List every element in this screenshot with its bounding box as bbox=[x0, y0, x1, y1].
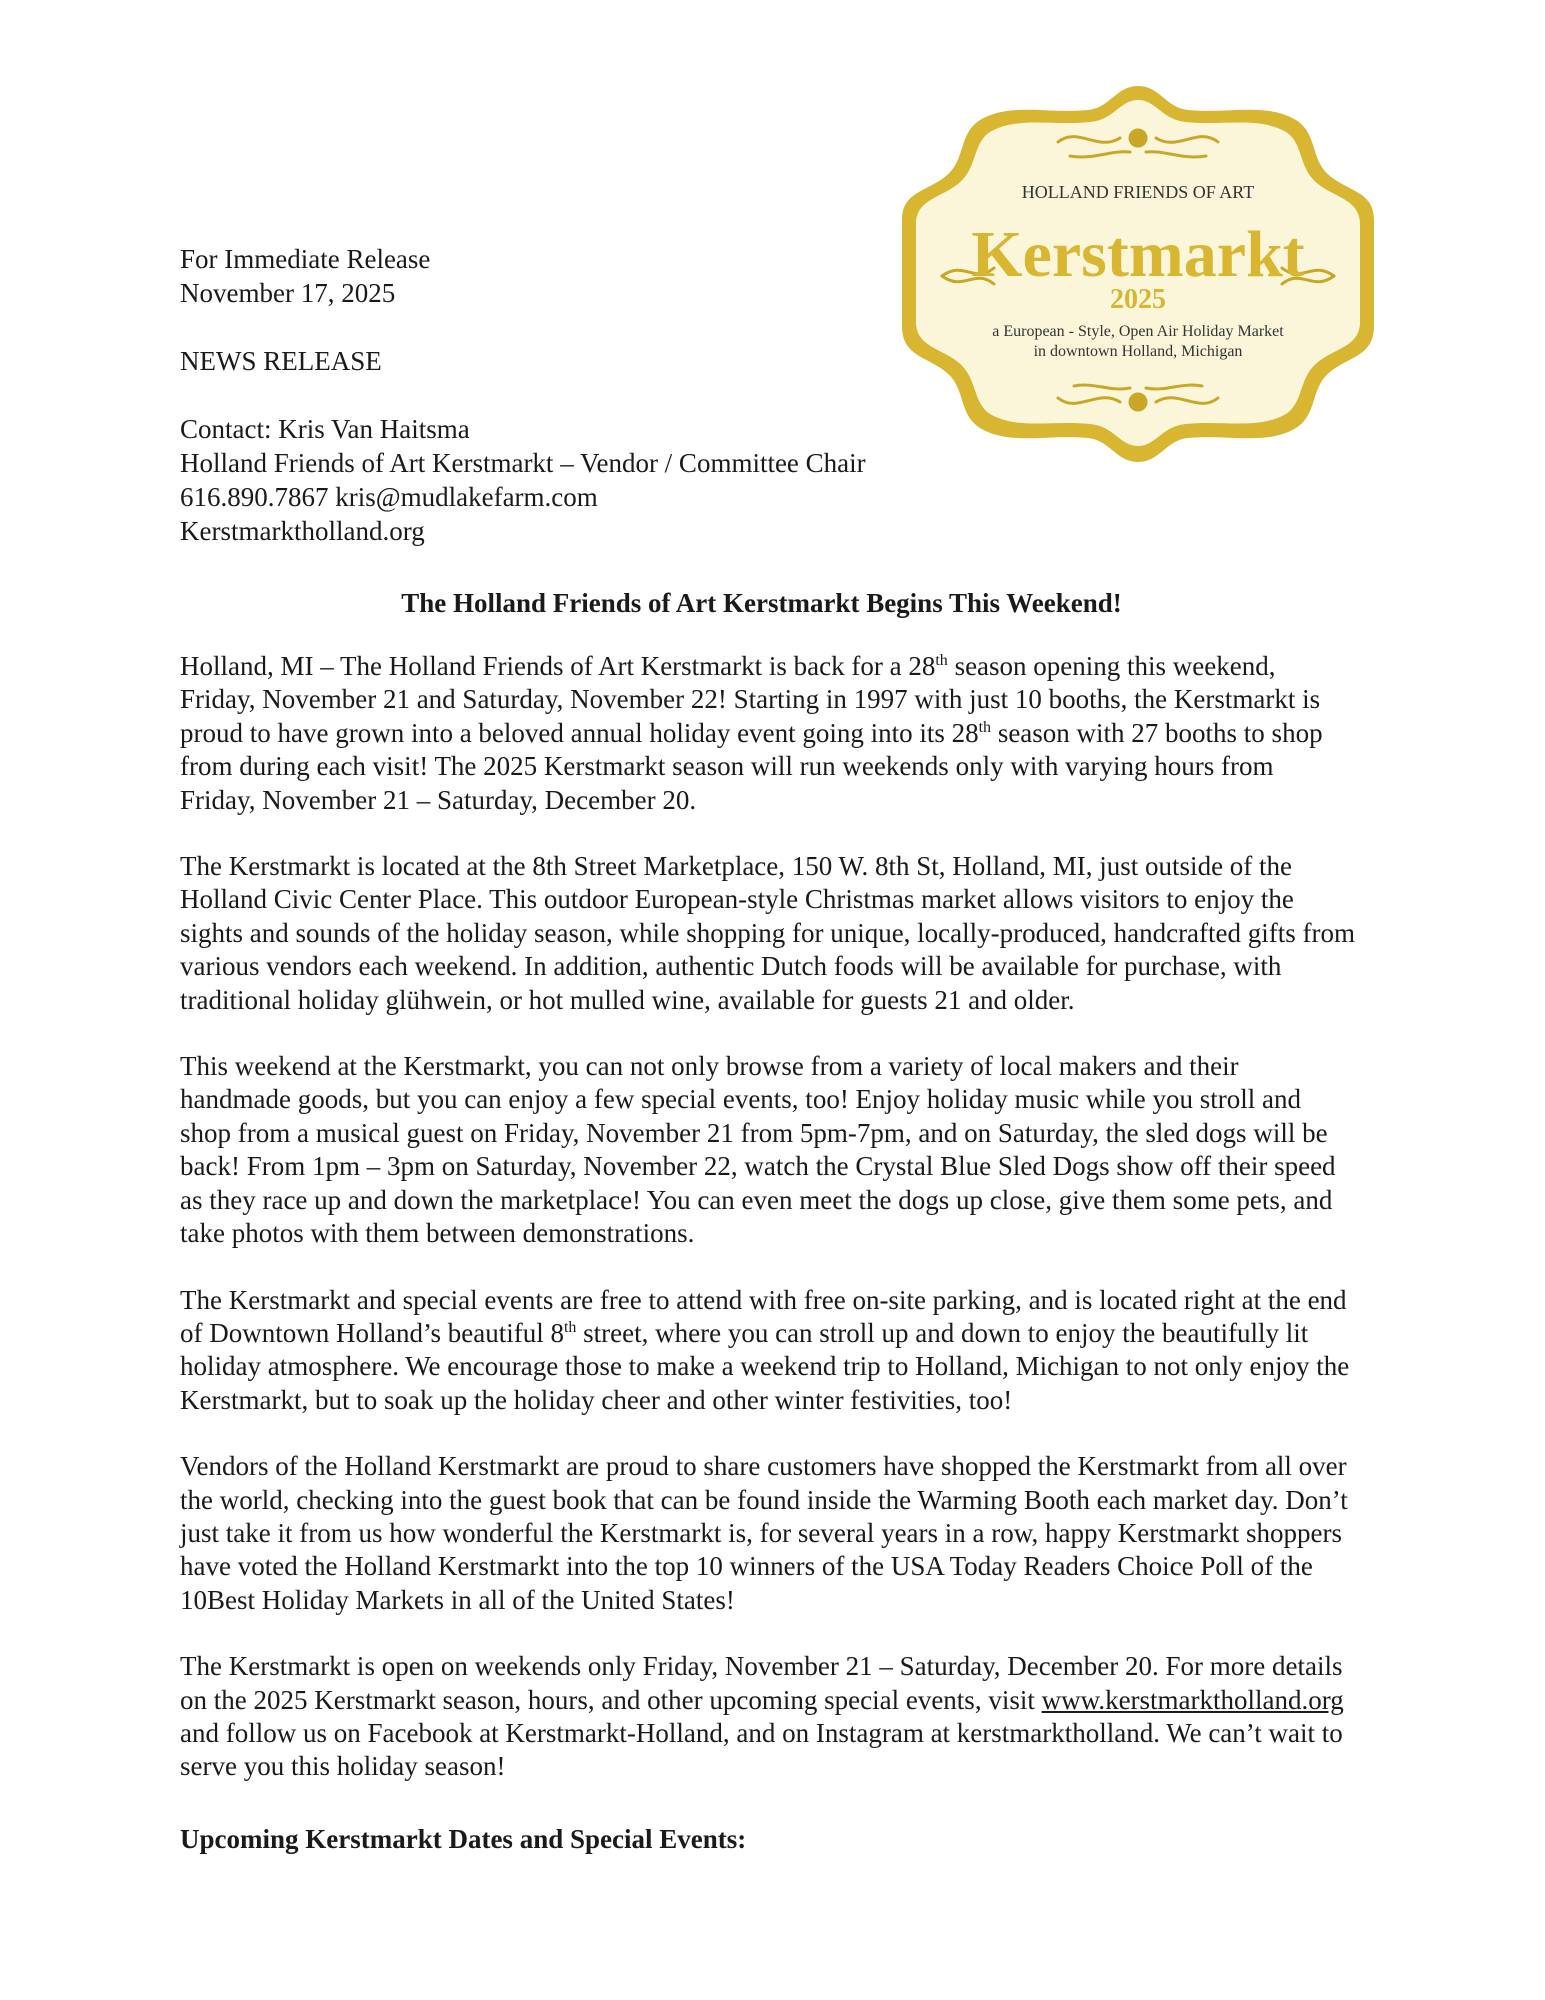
press-release-body bbox=[180, 650, 1355, 1817]
website-link[interactable]: www.kerstmarktholland.org bbox=[1041, 1684, 1344, 1715]
news-release-label: NEWS RELEASE bbox=[180, 346, 382, 376]
contact-website: Kerstmarktholland.org bbox=[180, 516, 425, 546]
paragraph-details: The Kerstmarkt is open on weekends only Friday, November 21 – Saturday, December 20. For more details on the 2025 Kerstmarkt season, hours, and other upcoming special events, visit www.kerstmarktholland.org and follow us on Facebook at Kerstmarkt-Holland, and on Instagram at kerstmarktholland. We can’t wait to serve you this holiday season! bbox=[180, 1651, 1344, 1782]
logo-tagline-2: in downtown Holland, Michigan bbox=[1033, 343, 1243, 360]
release-line: For Immediate Release bbox=[180, 244, 431, 274]
contact-phone-email: 616.890.7867 kris@mudlakefarm.com bbox=[180, 482, 598, 512]
logo-year: 2025 bbox=[1110, 284, 1166, 315]
contact-role: Holland Friends of Art Kerstmarkt – Vendor / Committee Chair bbox=[180, 448, 866, 478]
paragraph-parking: The Kerstmarkt and special events are free to attend with free on-site parking, and is located right at the end of Downtown Holland’s beautiful 8th street, where you can stroll up and down to enjoy the beautifully lit holiday atmosphere. We encourage those to make a weekend trip to Holland, Michigan to not only enjoy the Kerstmarkt, but to soak up the holiday cheer and other winter festivities, too! bbox=[180, 1284, 1350, 1415]
paragraph-location: The Kerstmarkt is located at the 8th Street Marketplace, 150 W. 8th St, Holland, MI, just outside of the Holland Civic Center Place. This outdoor European-style Christmas market allows visitors to enjoy the sights and sounds of the holiday season, while shopping for unique, locally-produced, handcrafted gifts from various vendors each weekend. In addition, authentic Dutch foods will be available for purchase, with traditional holiday glühwein, or hot mulled wine, available for guests 21 and older. bbox=[180, 851, 1356, 1015]
paragraph-vendors: Vendors of the Holland Kerstmarkt are proud to share customers have shopped the Kerstmarkt from all over the world, checking into the guest book that can be found inside the Warming Booth each market day. Don’t just take it from us how wonderful the Kerstmarkt is, for several years in a row, happy Kerstmarkt shoppers have voted the Holland Kerstmarkt into the top 10 winners of the USA Today Readers Choice Poll of the 10Best Holiday Markets in all of the United States! bbox=[180, 1451, 1348, 1615]
logo-name: Kerstmarkt bbox=[971, 218, 1305, 291]
upcoming-events-heading: Upcoming Kerstmarkt Dates and Special Events: bbox=[180, 1824, 747, 1854]
press-release-title: The Holland Friends of Art Kerstmarkt Begins This Weekend! bbox=[401, 588, 1122, 618]
release-date: November 17, 2025 bbox=[180, 278, 396, 308]
paragraph-weekend-events: This weekend at the Kerstmarkt, you can not only browse from a variety of local makers and their handmade goods, but you can enjoy a few special events, too! Enjoy holiday music while you stroll and shop from a musical guest on Friday, November 21 from 5pm-7pm, and on Saturday, the sled dogs will be back! From 1pm – 3pm on Saturday, November 22, watch the Crystal Blue Sled Dogs show off their speed as they race up and down the marketplace! You can even meet the dogs up close, give them some pets, and take photos with them between demonstrations. bbox=[180, 1051, 1336, 1249]
logo-org: HOLLAND FRIENDS OF ART bbox=[1021, 182, 1255, 202]
paragraph-intro: Holland, MI – The Holland Friends of Art Kerstmarkt is back for a 28th season opening this weekend, Friday, November 21 and Saturday, November 22! Starting in 1997 with just 10 booths, the Kerstmarkt is proud to have grown into a beloved annual holiday event going into its 28th season with 27 booths to shop from during each visit! The 2025 Kerstmarkt season will run weekends only with varying hours from Friday, November 21 – Saturday, December 20. bbox=[180, 651, 1323, 815]
release-header bbox=[180, 242, 866, 548]
logo-tagline-1: a European - Style, Open Air Holiday Market bbox=[992, 323, 1284, 340]
kerstmarkt-logo bbox=[898, 80, 1378, 468]
contact-name: Contact: Kris Van Haitsma bbox=[180, 414, 470, 444]
